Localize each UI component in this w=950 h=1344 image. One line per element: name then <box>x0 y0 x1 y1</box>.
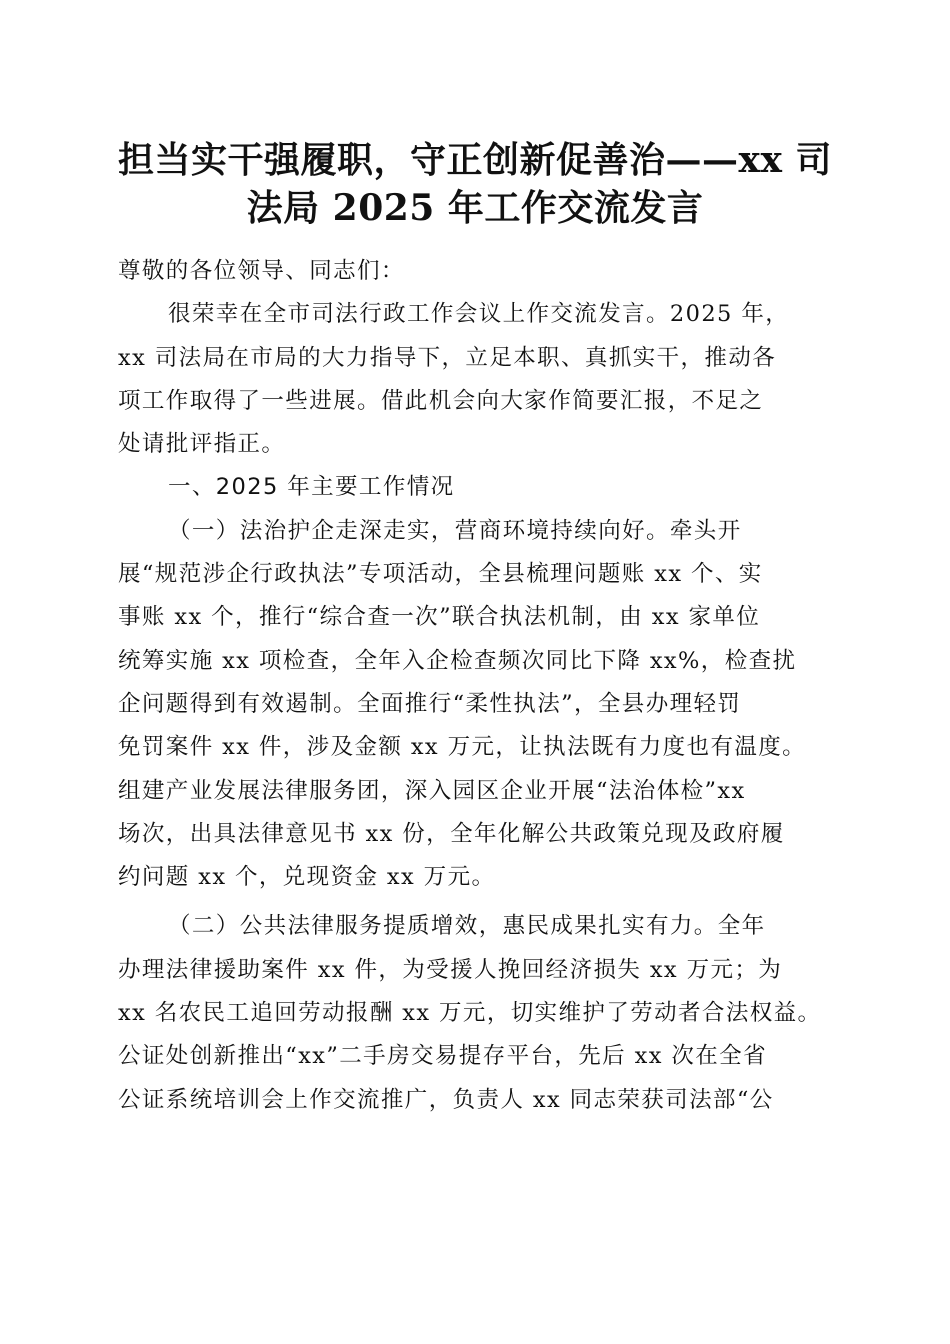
title-line-2: 法局 2025 年工作交流发言 <box>246 187 704 229</box>
subsection-1-paragraph <box>118 510 834 900</box>
intro-paragraph <box>118 293 834 466</box>
paragraph-line: 项工作取得了一些进展。借此机会向大家作简要汇报，不足之 <box>118 387 764 414</box>
paragraph-line: 很荣幸在全市司法行政工作会议上作交流发言。2025 年， <box>168 301 790 328</box>
paragraph-line: 公证系统培训会上作交流推广，负责人 xx 同志荣获司法部“公 <box>118 1086 774 1113</box>
paragraph-line: 事账 xx 个，推行“综合查一次”联合执法机制，由 xx 家单位 <box>118 604 761 631</box>
paragraph-line: 办理法律援助案件 xx 件，为受援人挽回经济损失 xx 万元；为 <box>118 956 783 983</box>
paragraph-line: 组建产业发展法律服务团，深入园区企业开展“法治体检”xx <box>118 777 746 804</box>
paragraph-line: 企问题得到有效遏制。全面推行“柔性执法”，全县办理轻罚 <box>118 690 742 717</box>
paragraph-line: 公证处创新推出“xx”二手房交易提存平台，先后 xx 次在全省 <box>118 1043 767 1070</box>
paragraph-line: （二）公共法律服务提质增效，惠民成果扎实有力。全年 <box>168 913 766 940</box>
paragraph-line: 展“规范涉企行政执法”专项活动，全县梳理问题账 xx 个、实 <box>118 561 763 588</box>
paragraph-line: 免罚案件 xx 件，涉及金额 xx 万元，让执法既有力度也有温度。 <box>118 734 807 761</box>
paragraph-line: xx 司法局在市局的大力指导下，立足本职、真抓实干，推动各 <box>118 344 777 371</box>
paragraph-line: 统筹实施 xx 项检查，全年入企检查频次同比下降 xx%，检查扰 <box>118 647 797 674</box>
paragraph-line: 处请批评指正。 <box>118 431 286 458</box>
paragraph-line: （一）法治护企走深走实，营商环境持续向好。牵头开 <box>168 517 742 544</box>
salutation: 尊敬的各位领导、同志们： <box>118 258 405 284</box>
title-line-1: 担当实干强履职，守正创新促善治——xx 司 <box>118 139 832 181</box>
document-title <box>110 136 840 232</box>
paragraph-line: 约问题 xx 个，兑现资金 xx 万元。 <box>118 864 496 891</box>
paragraph-line: 场次，出具法律意见书 xx 份，全年化解公共政策兑现及政府履 <box>118 820 785 847</box>
section-heading-1: 一、2025 年主要工作情况 <box>168 474 455 501</box>
document-body <box>118 250 834 1122</box>
paragraph-line: xx 名农民工追回劳动报酬 xx 万元，切实维护了劳动者合法权益。 <box>118 1000 822 1027</box>
subsection-2-paragraph <box>118 905 834 1121</box>
